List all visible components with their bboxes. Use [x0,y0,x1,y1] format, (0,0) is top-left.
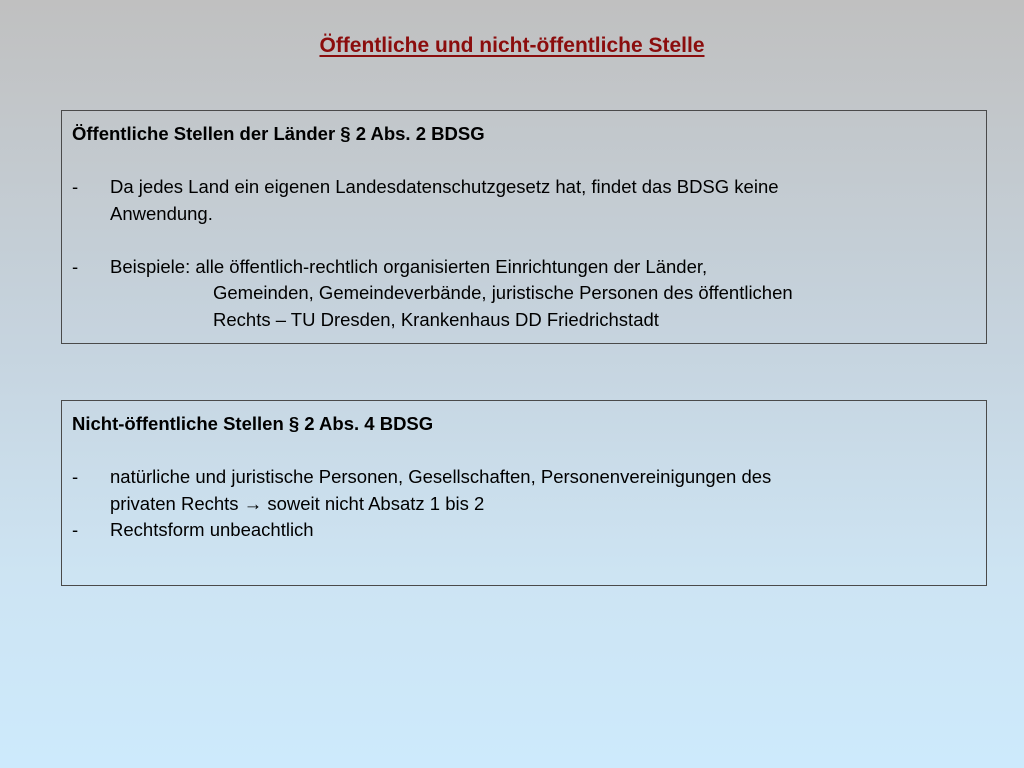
bullet-item [72,254,976,334]
public-bodies-heading: Öffentliche Stellen der Länder § 2 Abs. 2 BDSG [72,123,485,144]
bullet-text-line: Rechts – TU Dresden, Krankenhaus DD Friedrichstadt [213,308,659,330]
bullet-text-line: Rechtsform unbeachtlich [110,519,314,540]
bullet-item [72,517,976,544]
bullet-text-line: Gemeinden, Gemeindeverbände, juristische Personen des öffentlichen [213,282,793,303]
bullet-marker: - [72,176,79,197]
bullet-item [72,174,976,227]
bullet-marker: - [72,466,79,487]
bullet-text-line: Beispiele: alle öffentlich-rechtlich organisierten Einrichtungen der Länder, [110,255,708,277]
non-public-bodies-heading: Nicht-öffentliche Stellen § 2 Abs. 4 BDSG [72,413,434,434]
public-bodies-box [61,110,987,344]
bullet-text-line: Anwendung. [110,202,213,224]
bullet-text-line: privaten Rechts → soweit nicht Absatz 1 bis 2 [110,492,485,514]
bullet-item [72,464,976,517]
bullet-text-line: natürliche und juristische Personen, Gesellschaften, Personenvereinigungen des [110,466,772,487]
bullet-marker: - [72,255,79,277]
bullet-text-line: Da jedes Land ein eigenen Landesdatenschutzgesetz hat, findet das BDSG keine [110,176,779,197]
non-public-bodies-box [61,400,987,586]
bullet-marker: - [72,519,79,540]
slide-title: Öffentliche und nicht-öffentliche Stelle [319,34,705,57]
